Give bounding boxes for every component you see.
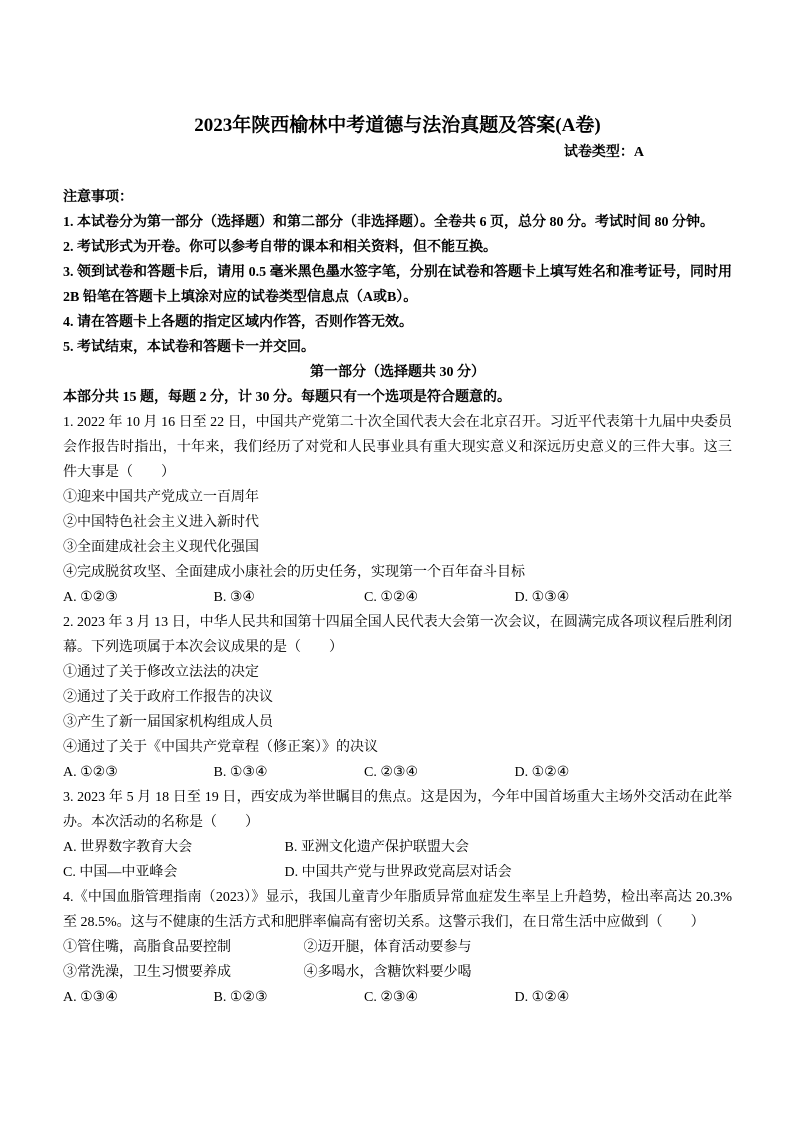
notice-item-4: 4. 请在答题卡上各题的指定区域内作答，否则作答无效。 [63, 315, 413, 330]
question-3-choice-d: D. 中国共产党与世界政党高层对话会 [284, 865, 512, 880]
question-3-choice-c: C. 中国—中亚峰会 [63, 865, 178, 880]
question-1-item-1: ①迎来中国共产党成立一百周年 [63, 490, 259, 505]
question-1-choice-a: A. ①②③ [63, 590, 118, 605]
question-4-stem: 4.《中国血脂管理指南（2023）》显示，我国儿童青少年脂质异常血症发生率呈上升趋势，检出率高达 20.3% 至 28.5%。这与不健康的生活方式和肥胖率偏高有密切关系。这警示我们，在日常生活中应做到（ ） [63, 890, 732, 930]
notice-item-2: 2. 考试形式为开卷。你可以参考自带的课本和相关资料，但不能互换。 [63, 240, 497, 255]
question-4-choice-b: B. ①②③ [213, 990, 268, 1005]
notice-item-3: 3. 领到试卷和答题卡后，请用 0.5 毫米黑色墨水签字笔，分别在试卷和答题卡上填写姓名和准考证号，同时用 2B 铅笔在答题卡上填涂对应的试卷类型信息点（A或B）。 [63, 265, 732, 305]
question-3-choice-b: B. 亚洲文化遗产保护联盟大会 [284, 840, 469, 855]
question-4-choice-c: C. ②③④ [364, 990, 418, 1005]
question-4-items-row-1 [63, 935, 732, 960]
notice-item-1: 1. 本试卷分为第一部分（选择题）和第二部分（非选择题）。全卷共 6 页，总分 80 分。考试时间 80 分钟。 [63, 215, 714, 230]
question-1-choice-b: B. ③④ [213, 590, 255, 605]
question-1-choice-d: D. ①③④ [514, 590, 570, 605]
question-1-item-4: ④完成脱贫攻坚、全面建成小康社会的历史任务，实现第一个百年奋斗目标 [63, 565, 525, 580]
question-4-item-1: ①管住嘴，高脂食品要控制 [63, 940, 231, 955]
question-3-choice-a: A. 世界数字教育大会 [63, 840, 193, 855]
question-2-item-1: ①通过了关于修改立法法的决定 [63, 665, 259, 680]
question-2-choice-c: C. ②③④ [364, 765, 418, 780]
question-1-stem: 1. 2022 年 10 月 16 日至 22 日，中国共产党第二十次全国代表大会在北京召开。习近平代表第十九届中央委员会作报告时指出，十年来，我们经历了对党和人民事业具有重大现实意义和深远历史意义的三件大事。这三件大事是（ ） [63, 415, 732, 480]
question-2-item-4: ④通过了关于《中国共产党章程（修正案）》的决议 [63, 740, 378, 755]
paper-type-label: 试卷类型：A [563, 145, 644, 160]
question-1-item-3: ③全面建成社会主义现代化强国 [63, 540, 259, 555]
question-4-choice-a: A. ①③④ [63, 990, 118, 1005]
question-1-choices [63, 585, 732, 610]
question-2-choice-a: A. ①②③ [63, 765, 118, 780]
part1-heading: 第一部分（选择题共 30 分） [310, 365, 485, 380]
page-title: 2023年陕西榆林中考道德与法治真题及答案(A卷) [194, 115, 601, 136]
question-2 [63, 610, 732, 785]
question-3-choices-row-2 [63, 860, 732, 885]
question-4 [63, 885, 732, 1010]
notice-heading: 注意事项： [63, 190, 133, 205]
question-2-item-2: ②通过了关于政府工作报告的决议 [63, 690, 273, 705]
question-1-item-2: ②中国特色社会主义进入新时代 [63, 515, 259, 530]
question-4-item-2: ②迈开腿，体育活动要参与 [303, 940, 472, 955]
question-1 [63, 410, 732, 610]
question-2-choice-d: D. ①②④ [514, 765, 570, 780]
question-3-choices-row-1 [63, 835, 732, 860]
question-4-items-row-2 [63, 960, 732, 985]
question-2-item-3: ③产生了新一届国家机构组成人员 [63, 715, 273, 730]
question-3-stem: 3. 2023 年 5 月 18 日至 19 日，西安成为举世瞩目的焦点。这是因为，今年中国首场重大主场外交活动在此举办。本次活动的名称是（ ） [63, 790, 732, 830]
question-4-choices [63, 985, 732, 1010]
question-2-stem: 2. 2023 年 3 月 13 日，中华人民共和国第十四届全国人民代表大会第一次会议，在圆满完成各项议程后胜利闭幕。下列选项属于本次会议成果的是（ ） [63, 615, 732, 655]
notice-item-5: 5. 考试结束，本试卷和答题卡一并交回。 [63, 340, 315, 355]
question-1-choice-c: C. ①②④ [364, 590, 418, 605]
question-3 [63, 785, 732, 885]
question-2-choice-b: B. ①③④ [213, 765, 268, 780]
question-2-choices [63, 760, 732, 785]
question-4-item-3: ③常洗澡，卫生习惯要养成 [63, 965, 231, 980]
question-4-choice-d: D. ①②④ [514, 990, 570, 1005]
question-4-item-4: ④多喝水，含糖饮料要少喝 [303, 965, 472, 980]
part1-intro: 本部分共 15 题，每题 2 分，计 30 分。每题只有一个选项是符合题意的。 [63, 390, 511, 405]
